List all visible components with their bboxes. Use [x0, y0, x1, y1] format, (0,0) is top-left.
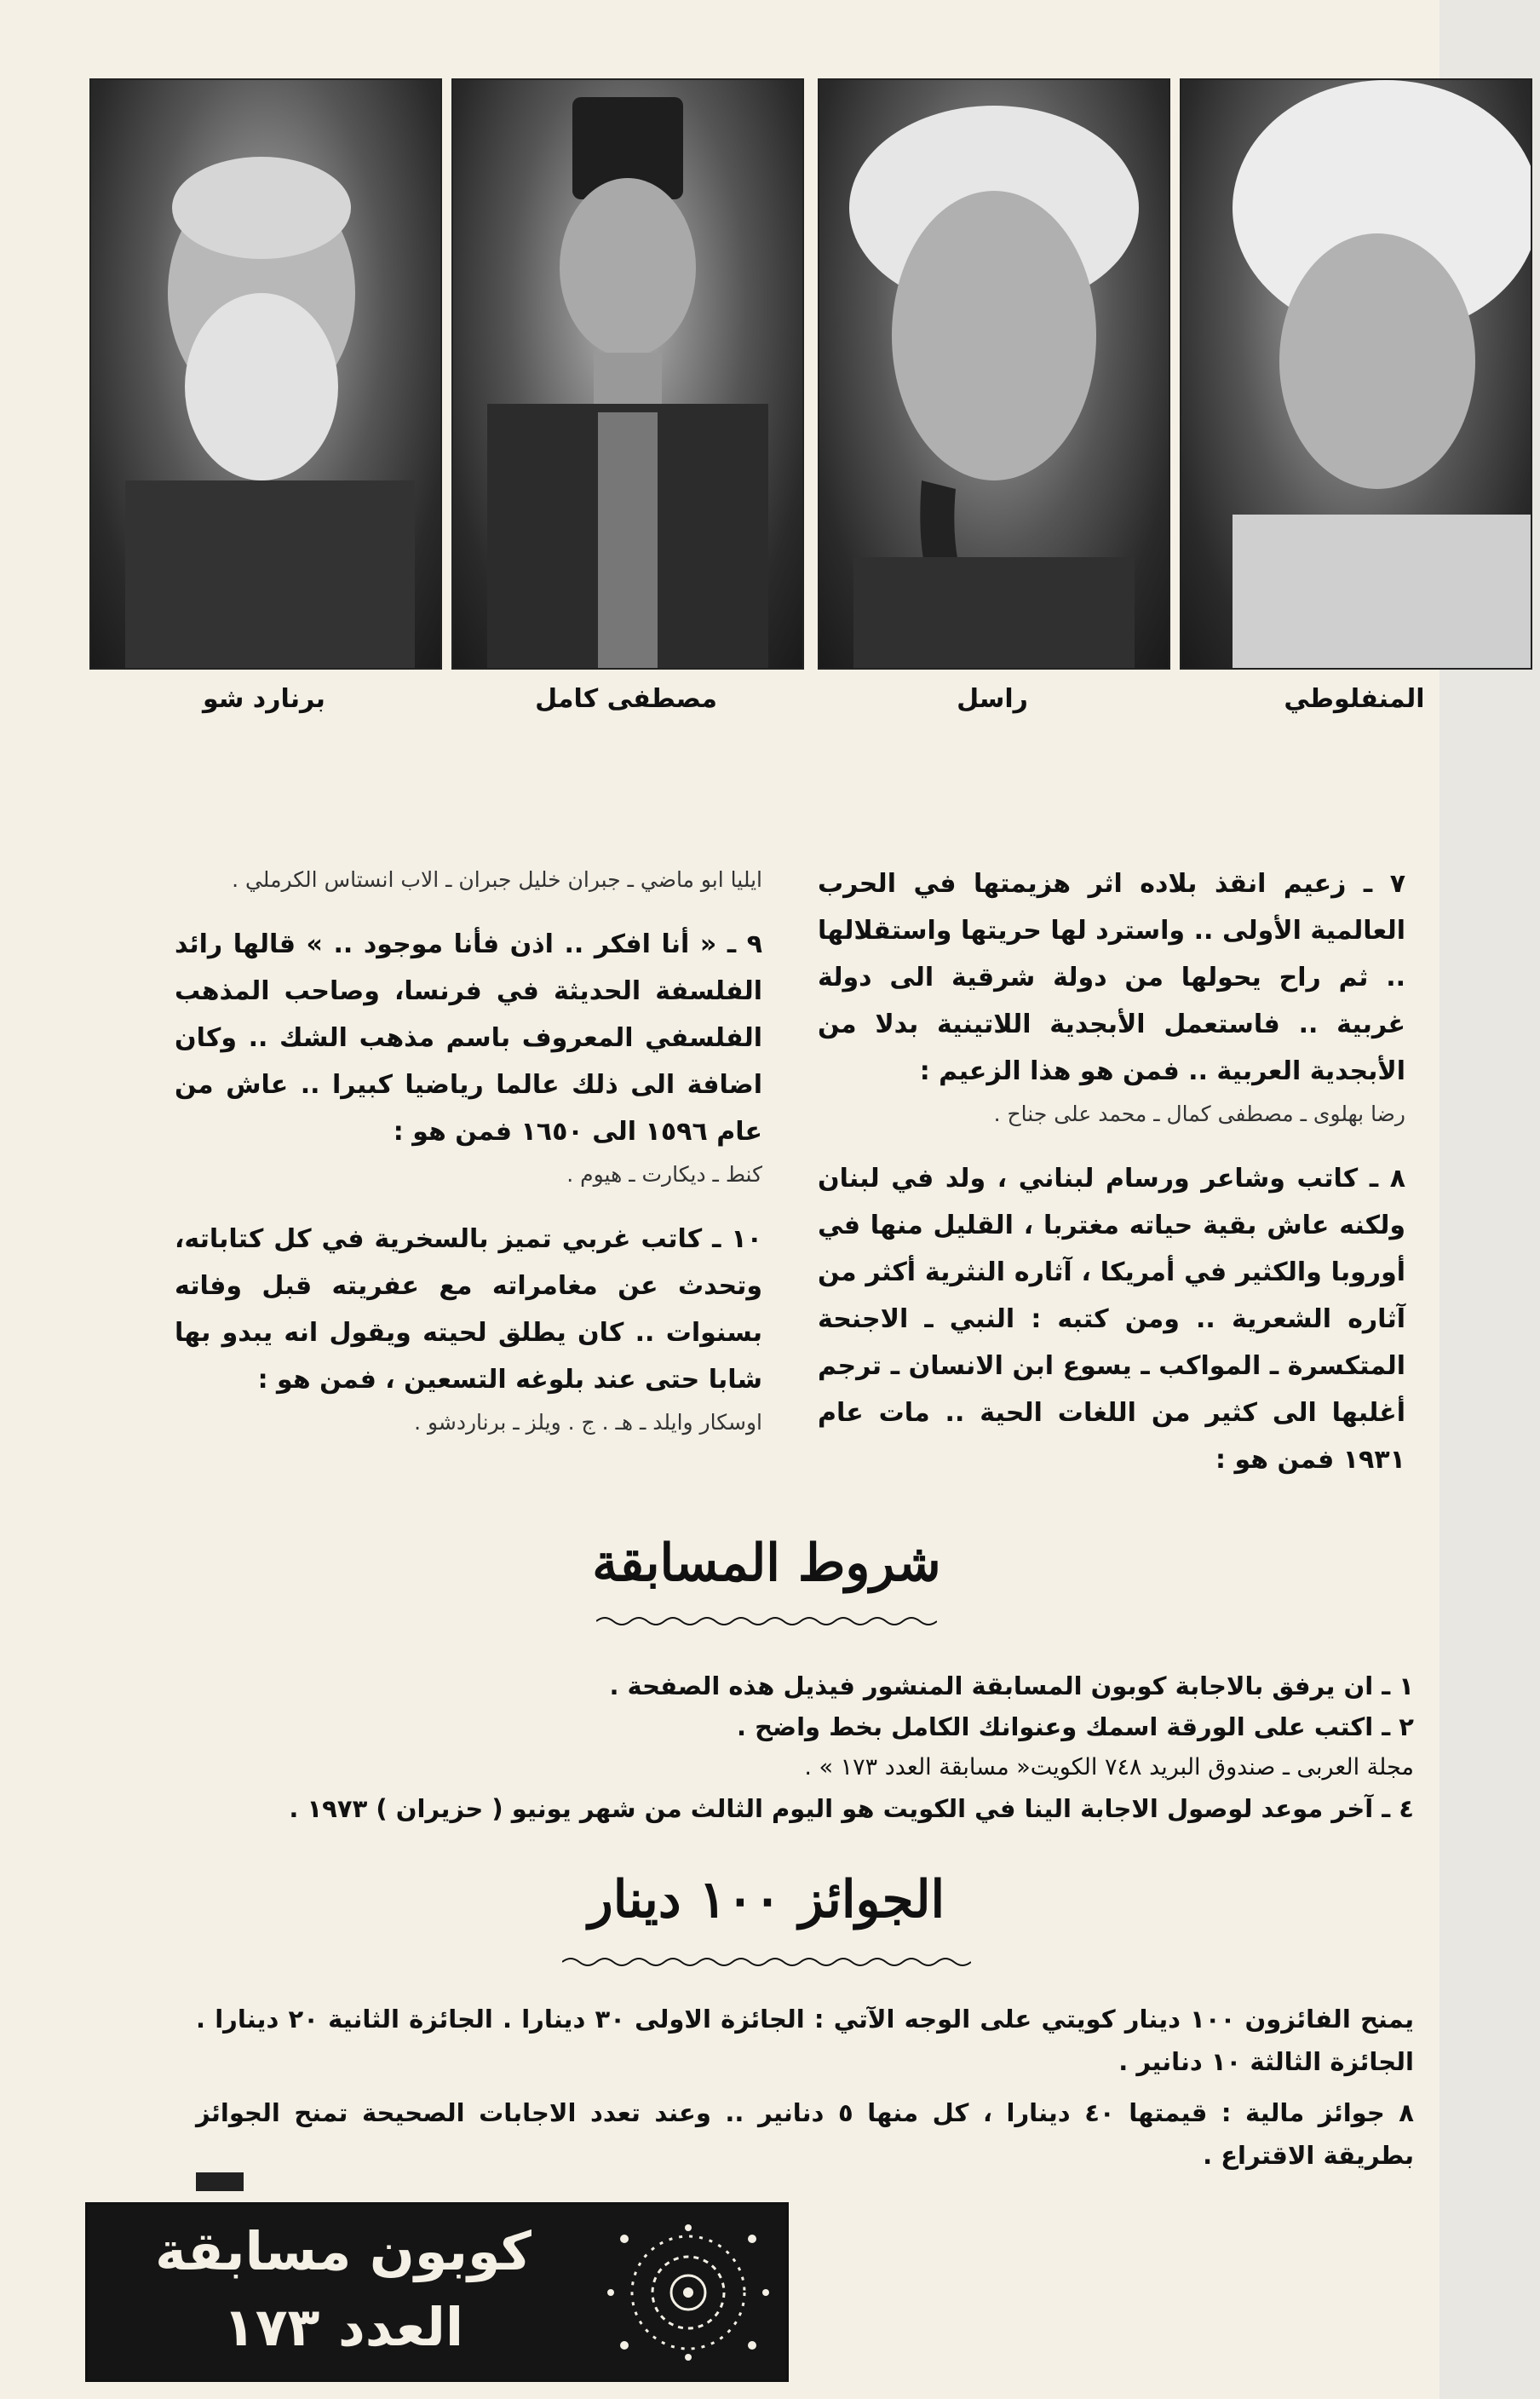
question-text: ٨ ـ كاتب وشاعر ورسام لبناني ، ولد في لبنان ولكنه عاش بقية حياته مغتربا ، القليل منها في أوروبا والكثير في أمريكا ، آثاره النثرية أكثر من آثاره الشعرية .. ومن كتبه : النبي ـ الاجنحة المتكسرة ـ المواكب ـ يسوع ابن الانسان ـ ترجم أغلبها الى كثير من اللغات الحية .. مات عام ١٩٣١ فمن هو : [818, 1164, 1405, 1475]
questions-right-column [818, 860, 1405, 1505]
question-10 [175, 1216, 762, 1441]
question-text: ٧ ـ زعيم انقذ بلاده اثر هزيمتها في الحرب العالمية الأولى .. واسترد لها حريتها واستقلالها .. ثم راح يحولها من دولة شرقية الى دولة غربية .. فاستعمل الأبجدية اللاتينية بدلا من الأبجدية العربية .. فمن هو هذا الزعيم : [818, 869, 1405, 1086]
question-8-options [175, 860, 762, 899]
answer-options: اوسكار وايلد ـ هـ . ج . ويلز ـ برناردشو . [414, 1410, 762, 1435]
prizes-heading: الجوائز ١٠٠ دينار [588, 1870, 945, 1930]
rule-4: ٤ ـ آخر موعد لوصول الاجابة الينا في الكويت هو اليوم الثالث من شهر يونيو ( حزيران ) ١٩٧٣ . [289, 1794, 1414, 1823]
contest-coupon[interactable] [85, 2202, 789, 2382]
arabesque-pattern-icon [599, 2218, 778, 2367]
answer-options: كنط ـ ديكارت ـ هيوم . [566, 1162, 762, 1187]
caption-kamel: مصطفى كامل [535, 684, 717, 714]
portrait-figure [91, 80, 440, 668]
question-8 [818, 1155, 1405, 1483]
coupon-label [105, 2213, 582, 2371]
portrait-photo-manfaluti [1180, 78, 1532, 670]
heading-underline [562, 1955, 971, 1969]
caption-manfaluti: المنفلوطي [1284, 684, 1425, 714]
answer-options: رضا بهلوى ـ مصطفى كمال ـ محمد على جناح . [993, 1102, 1405, 1126]
portrait-figure [453, 80, 802, 668]
question-9 [175, 921, 762, 1194]
rule-3-address: مجلة العربى ـ صندوق البريد ٧٤٨ الكويت« مسابقة العدد ١٧٣ » . [804, 1754, 1414, 1781]
prizes-paragraph-2: ٨ جوائز مالية : قيمتها ٤٠ دينارا ، كل منها ٥ دنانير .. وعند تعدد الاجابات الصحيحة تمنح الجوائز بطريقة الاقتراع . [196, 2098, 1414, 2170]
rules-list [196, 1665, 1414, 1829]
question-text: ٩ ـ « أنا افكر .. اذن فأنا موجود .. » قالها رائد الفلسفة الحديثة في فرنسا، وصاحب المذهب الفلسفي المعروف باسم مذهب الشك .. وكان اضافة الى ذلك عالما رياضيا كبيرا .. عاش من عام ١٥٩٦ الى ١٦٥٠ فمن هو : [175, 929, 762, 1147]
portrait-photo-kamel [451, 78, 804, 670]
coupon-title: كوبون مسابقة [155, 2220, 532, 2282]
coupon-tab [196, 2172, 244, 2191]
portrait-figure [819, 80, 1169, 668]
rule-2: ٢ ـ اكتب على الورقة اسمك وعنوانك الكامل بخط واضح . [737, 1712, 1414, 1741]
caption-russell: راسل [957, 684, 1028, 714]
portrait-photo-shaw [89, 78, 442, 670]
question-7 [818, 860, 1405, 1133]
prizes-text [196, 1998, 1414, 2185]
questions-left-column [175, 860, 762, 1464]
portrait-photo-russell [818, 78, 1170, 670]
answer-options: ايليا ابو ماضي ـ جبران خليل جبران ـ الاب انستاس الكرملي . [232, 867, 762, 892]
portrait-figure [1181, 80, 1531, 668]
caption-shaw: برنارد شو [203, 684, 325, 714]
rule-1: ١ ـ ان يرفق بالاجابة كوبون المسابقة المنشور فيذيل هذه الصفحة . [609, 1671, 1414, 1700]
prizes-paragraph-1: يمنح الفائزون ١٠٠ دينار كويتي على الوجه الآتي : الجائزة الاولى ٣٠ دينارا . الجائزة الثانية ٢٠ دينارا . الجائزة الثالثة ١٠ دنانير . [196, 2005, 1415, 2076]
question-text: ١٠ ـ كاتب غربي تميز بالسخرية في كل كتاباته، وتحدث عن مغامراته مع عفريته قبل وفاته بسنوات .. كان يطلق لحيته ويقول انه يبدو بها شابا حتى عند بلوغه التسعين ، فمن هو : [175, 1224, 762, 1395]
rules-heading: شروط المسابقة [592, 1533, 941, 1593]
heading-underline [596, 1614, 937, 1628]
coupon-issue: العدد ١٧٣ [222, 2296, 464, 2358]
